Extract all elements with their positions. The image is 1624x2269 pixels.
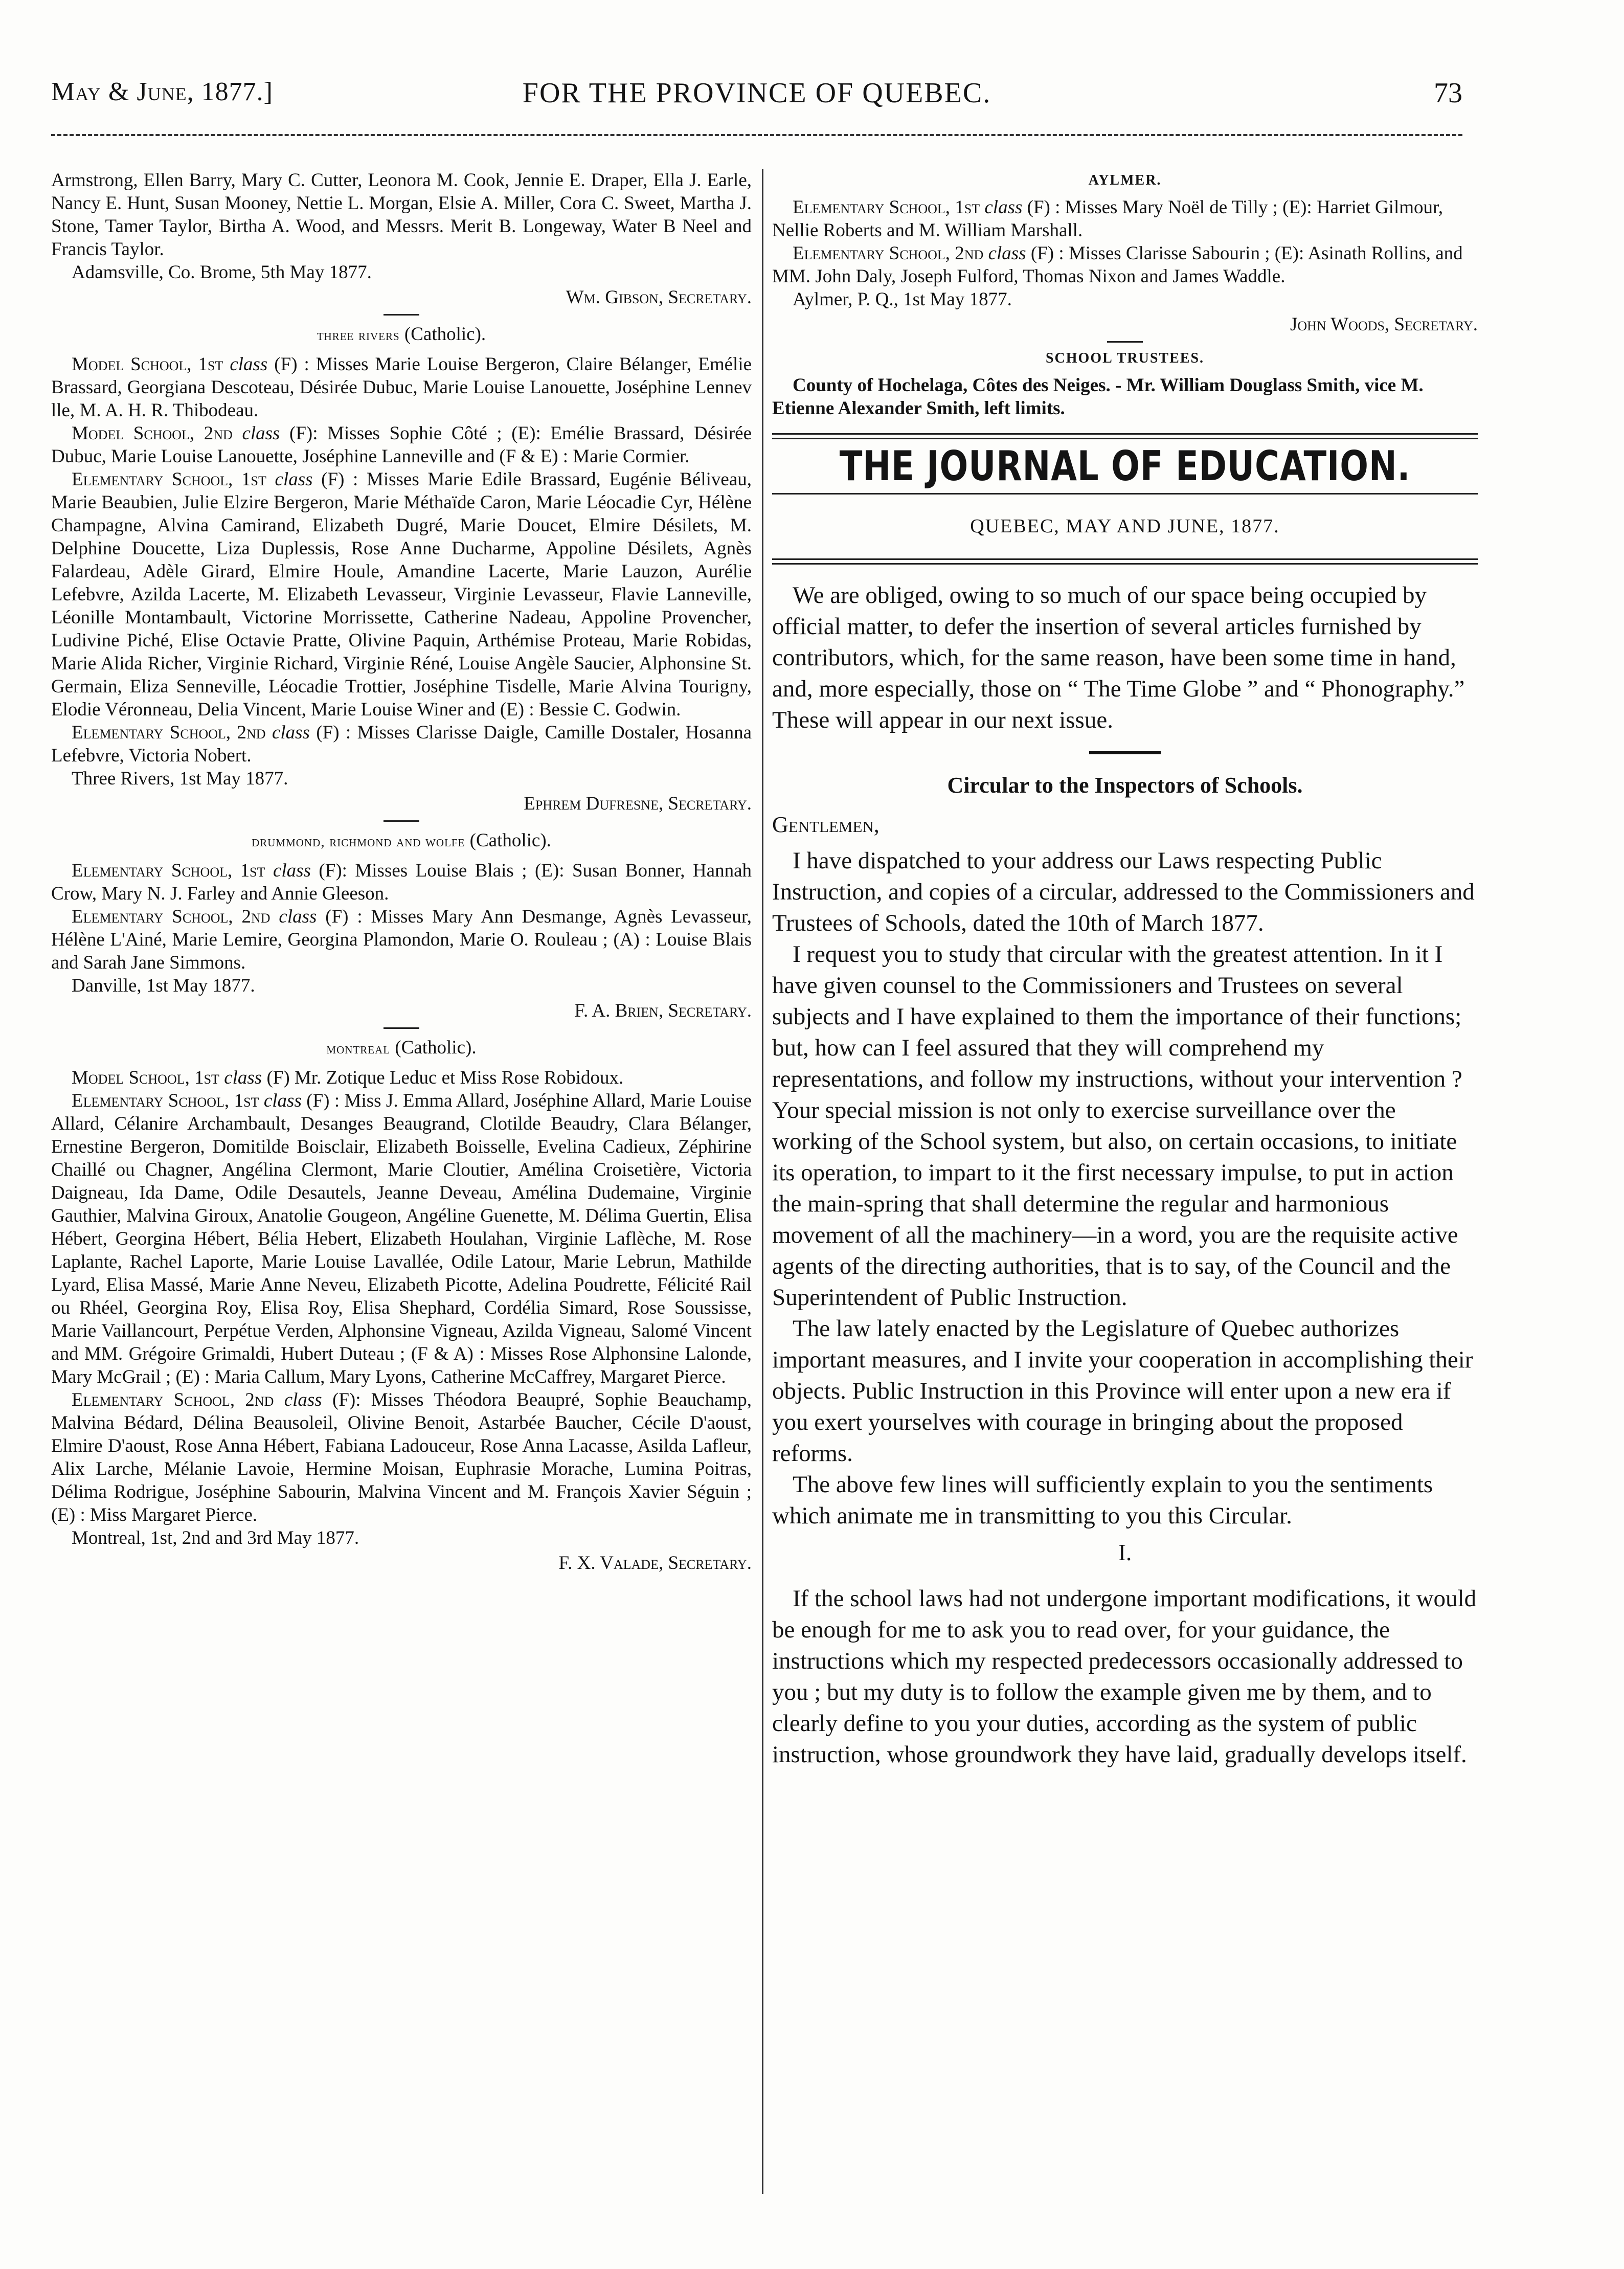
aylmer-place: Aylmer, P. Q., 1st May 1877. xyxy=(793,289,1012,310)
aylmer-entries xyxy=(772,196,1478,288)
list-item: Elementary School, 2nd class (F) : Misses Mary Ann Desmange, Agnès Levasseur, Hélène L'Ainé, Marie Lemire, Georgina Plamondon, Marie O. Rouleau ; (A) : Louise Blais and Sarah Jane Simmons. xyxy=(51,906,752,973)
trustees-heading: SCHOOL TRUSTEES. xyxy=(1045,350,1205,366)
section-numeral: I. xyxy=(1118,1539,1132,1565)
montreal-entries xyxy=(51,1066,752,1526)
list-item: Elementary School, 1st class (F) : Miss J. Emma Allard, Joséphine Allard, Marie Louise Allard, Célanire Archambault, Desanges Beaugrand, Clotilde Beaudry, Clara Bélanger, Ernestine Bergeron, Domitilde Boisclair, Elizabeth Boisselle, Evelina Cadieux, Zéphirine Chaillé ou Chagner, Angélina Clermont, Marie Cloutier, Amélina Croisetière, Victoria Daigneau, Ida Dame, Odile Desautels, Jeanne Deveau, Amélina Dudemaine, Virginie Gauthier, Malvina Giroux, Anatolie Gougeon, Angéline Guenette, M. Délima Guertin, Elisa Hébert, Georgina Hébert, Bélia Hebert, Elizabeth Houlahan, Virginie Laflèche, M. Rose Laplante, Rachel Laporte, Marie Louise Lavallée, Odile Latour, Marie Lebrun, Mathilde Lyard, Elisa Massé, Marie Anne Neveu, Elizabeth Picotte, Adelina Poudrette, Félicité Rail ou Rhéel, Georgina Roy, Elisa Roy, Elisa Shephard, Cordélia Simard, Rose Soussisse, Marie Vaillancourt, Perpétue Verden, Alphonsine Vigneau, Azilda Vigneau, Salomé Vincent and MM. Grégoire Grimaldi, Hubert Duteau ; (F & A) : Misses Rose Alphonsine Lalonde, Mary McGrail ; (E) : Maria Callum, Mary Lyons, Catherine McCaffrey, Margaret Pierce. xyxy=(51,1090,752,1387)
greeting: Gentlemen, xyxy=(772,812,879,837)
list-item: Elementary School, 2nd class (F) : Misses Clarisse Daigle, Camille Dostaler, Hosanna Lefebvre, Victoria Nobert. xyxy=(51,722,752,766)
section-bar xyxy=(1089,751,1161,754)
separator xyxy=(384,1027,419,1029)
list-item: Elementary School, 1st class (F) : Misses Mary Noël de Tilly ; (E): Harriet Gilmour, Nellie Roberts and M. William Marshall. xyxy=(772,197,1443,241)
left-column xyxy=(51,169,752,2204)
title-rule xyxy=(772,493,1478,495)
separator xyxy=(384,314,419,316)
double-rule xyxy=(772,433,1478,439)
separator xyxy=(384,820,419,822)
circular-paragraph: The above few lines will sufficiently explain to you the sentiments which animate me in transmitting to you this Circular. xyxy=(772,1471,1433,1529)
page-number: 73 xyxy=(1434,77,1462,109)
page-header xyxy=(51,77,1462,123)
list-item: Model School, 1st class (F) Mr. Zotique Leduc et Miss Rose Robidoux. xyxy=(72,1067,624,1088)
three-rivers-heading: three rivers (Catholic). xyxy=(317,324,486,345)
adamsville-place: Adamsville, Co. Brome, 5th May 1877. xyxy=(72,262,372,283)
drummond-place: Danville, 1st May 1877. xyxy=(72,975,255,996)
list-item: Model School, 2nd class (F): Misses Sophie Côté ; (E): Emélie Brassard, Désirée Dubuc, Marie Louise Lanouette, Joséphine Lanneville and (F & E) : Marie Cormier. xyxy=(51,423,752,467)
three-rivers-entries xyxy=(51,353,752,767)
three-rivers-signature: Ephrem Dufresne, Secretary. xyxy=(524,793,752,814)
drummond-heading: drummond, richmond and wolfe (Catholic). xyxy=(252,830,551,851)
list-item: Model School, 1st class (F) : Misses Marie Louise Bergeron, Claire Bélanger, Emélie Brassard, Georgiana Descoteau, Désirée Dubuc, Marie Louise Lanouette, Joséphine Lennev lle, M. A. H. R. Thibodeau. xyxy=(51,354,752,421)
circular-paragraph: The law lately enacted by the Legislature of Quebec authorizes important measures, and I invite your cooperation in accomplishing their objects. Public Instruction in this Province will enter upon a new era if you exert yourselves with courage in bringing about the proposed reforms. xyxy=(772,1315,1473,1467)
journal-title: THE JOURNAL OF EDUCATION. xyxy=(839,442,1411,490)
dateline: QUEBEC, MAY AND JUNE, 1877. xyxy=(970,515,1280,537)
drummond-signature: F. A. Brien, Secretary. xyxy=(574,1000,752,1021)
header-date: May & June, 1877.] xyxy=(51,77,273,106)
adamsville-signature: Wm. Gibson, Secretary. xyxy=(566,287,752,308)
drummond-entries xyxy=(51,859,752,974)
adamsville-list: Armstrong, Ellen Barry, Mary C. Cutter, Leonora M. Cook, Jennie E. Draper, Ella J. Earle, Nancy E. Hunt, Susan Mooney, Nettie L. Morgan, Elsie A. Miller, Cora C. Sweet, Martha J. Stone, Tamer Taylor, Birtha A. Wood, and Messrs. Merit B. Longeway, Water B Neel and Francis Taylor. xyxy=(51,170,752,260)
editorial-note: We are obliged, owing to so much of our space being occupied by official matter, to defer the insertion of several articles furnished by contributors, which, for the same reason, have been some time in hand, and, more especially, those on “ The Time Globe ” and “ Phonography.” These will appear in our next issue. xyxy=(772,582,1465,733)
list-item: Elementary School, 1st class (F) : Misses Marie Edile Brassard, Eugénie Béliveau, Marie Beaubien, Julie Elzire Bergeron, Marie Méthaïde Caron, Marie Léocadie Cyr, Hélène Champagne, Alvina Camirand, Elizabeth Dugré, Marie Doucet, Elmire Désilets, M. Delphine Doucette, Liza Duplessis, Rose Anne Ducharme, Appoline Désilets, Agnès Falardeau, Adèle Girard, Elmire Houle, Amandine Lacerte, Marie Lauzon, Aurélie Lefebvre, Azilda Lacerte, M. Elizabeth Levasseur, Virginie Levasseur, Flavie Lanneville, Léonille Montambault, Victorine Morrissette, Catherine Nadeau, Appoline Provencher, Ludivine Piché, Elise Octavie Pratte, Olivine Paquin, Arthémise Proteau, Marie Robidas, Marie Alida Richer, Virginie Richard, Virginie Réné, Louise Angèle Saucier, Alphonsine St. Germain, Eliza Senneville, Léocadie Trottier, Joséphine Tisdelle, Marie Alvina Tourigny, Elodie Véronneau, Delia Vincent, Marie Louise Winer and (E) : Bessie C. Godwin. xyxy=(51,469,752,720)
montreal-heading: montreal (Catholic). xyxy=(326,1037,477,1058)
separator xyxy=(1107,341,1143,343)
circular-title: Circular to the Inspectors of Schools. xyxy=(947,773,1303,798)
list-item: Elementary School, 1st class (F): Misses Louise Blais ; (E): Susan Bonner, Hannah Crow, Mary N. J. Farley and Annie Gleeson. xyxy=(51,860,752,904)
list-item: Elementary School, 2nd class (F) : Misses Clarisse Sabourin ; (E): Asinath Rollins, and MM. John Daly, Joseph Fulford, Thomas Nixon and James Waddle. xyxy=(772,243,1463,287)
montreal-place: Montreal, 1st, 2nd and 3rd May 1877. xyxy=(72,1527,359,1548)
aylmer-signature: John Woods, Secretary. xyxy=(1290,314,1478,335)
double-rule xyxy=(772,558,1478,565)
trustees-text: County of Hochelaga, Côtes des Neiges. - Mr. William Douglass Smith, vice M. Etienne Alexander Smith, left limits. xyxy=(772,375,1424,419)
right-column xyxy=(772,169,1478,2204)
header-title: FOR THE PROVINCE OF QUEBEC. xyxy=(522,77,991,109)
header-rule xyxy=(51,134,1462,136)
circular-paragraph: I request you to study that circular with the greatest attention. In it I have given counsel to the Commissioners and Trustees on several subjects and I have explained to them the importance of their functions; but, how can I feel assured that they will comprehend my representations, and follow my instructions, without your intervention ? Your special mission is not only to exercise surveillance over the working of the School system, but also, on certain occasions, to initiate its operation, to impart to it the first necessary impulse, to put in action the main-spring that shall determine the regular and harmonious movement of all the machinery—in a word, you are the requisite active agents of the directing authorities, that is to say, of the Council and the Superintendent of Public Instruction. xyxy=(772,941,1462,1311)
list-item: Elementary School, 2nd class (F): Misses Théodora Beaupré, Sophie Beauchamp, Malvina Bédard, Délina Beausoleil, Olivine Benoit, Astarbée Baucher, Cécile D'aoust, Elmire D'aoust, Rose Anna Hébert, Fabiana Ladouceur, Rose Anna Lacasse, Asilda Lafleur, Alix Larche, Mélanie Lavoie, Hermine Moisan, Euphrasie Morache, Lumina Poitras, Délima Rodrigue, Joséphine Sabourin, Malvina Vincent and M. François Xavier Séguin ; (E) : Miss Margaret Pierce. xyxy=(51,1389,752,1525)
circular-paragraph: I have dispatched to your address our Laws respecting Public Instruction, and copies of a circular, addressed to the Commissioners and Trustees of Schools, dated the 10th of March 1877. xyxy=(772,847,1475,936)
montreal-signature: F. X. Valade, Secretary. xyxy=(558,1553,752,1574)
aylmer-heading: AYLMER. xyxy=(1088,172,1162,188)
circular-paragraph: If the school laws had not undergone important modifications, it would be enough for me to ask you to read over, for your guidance, the instructions which my respected predecessors occasionally addressed to you ; but my duty is to follow the example given me by them, and to clearly define to you your duties, according as the system of public instruction, whose groundwork they have laid, gradually develops itself. xyxy=(772,1585,1477,1768)
three-rivers-place: Three Rivers, 1st May 1877. xyxy=(72,768,288,789)
column-divider xyxy=(762,169,763,2194)
editorial-section xyxy=(772,580,1478,1770)
